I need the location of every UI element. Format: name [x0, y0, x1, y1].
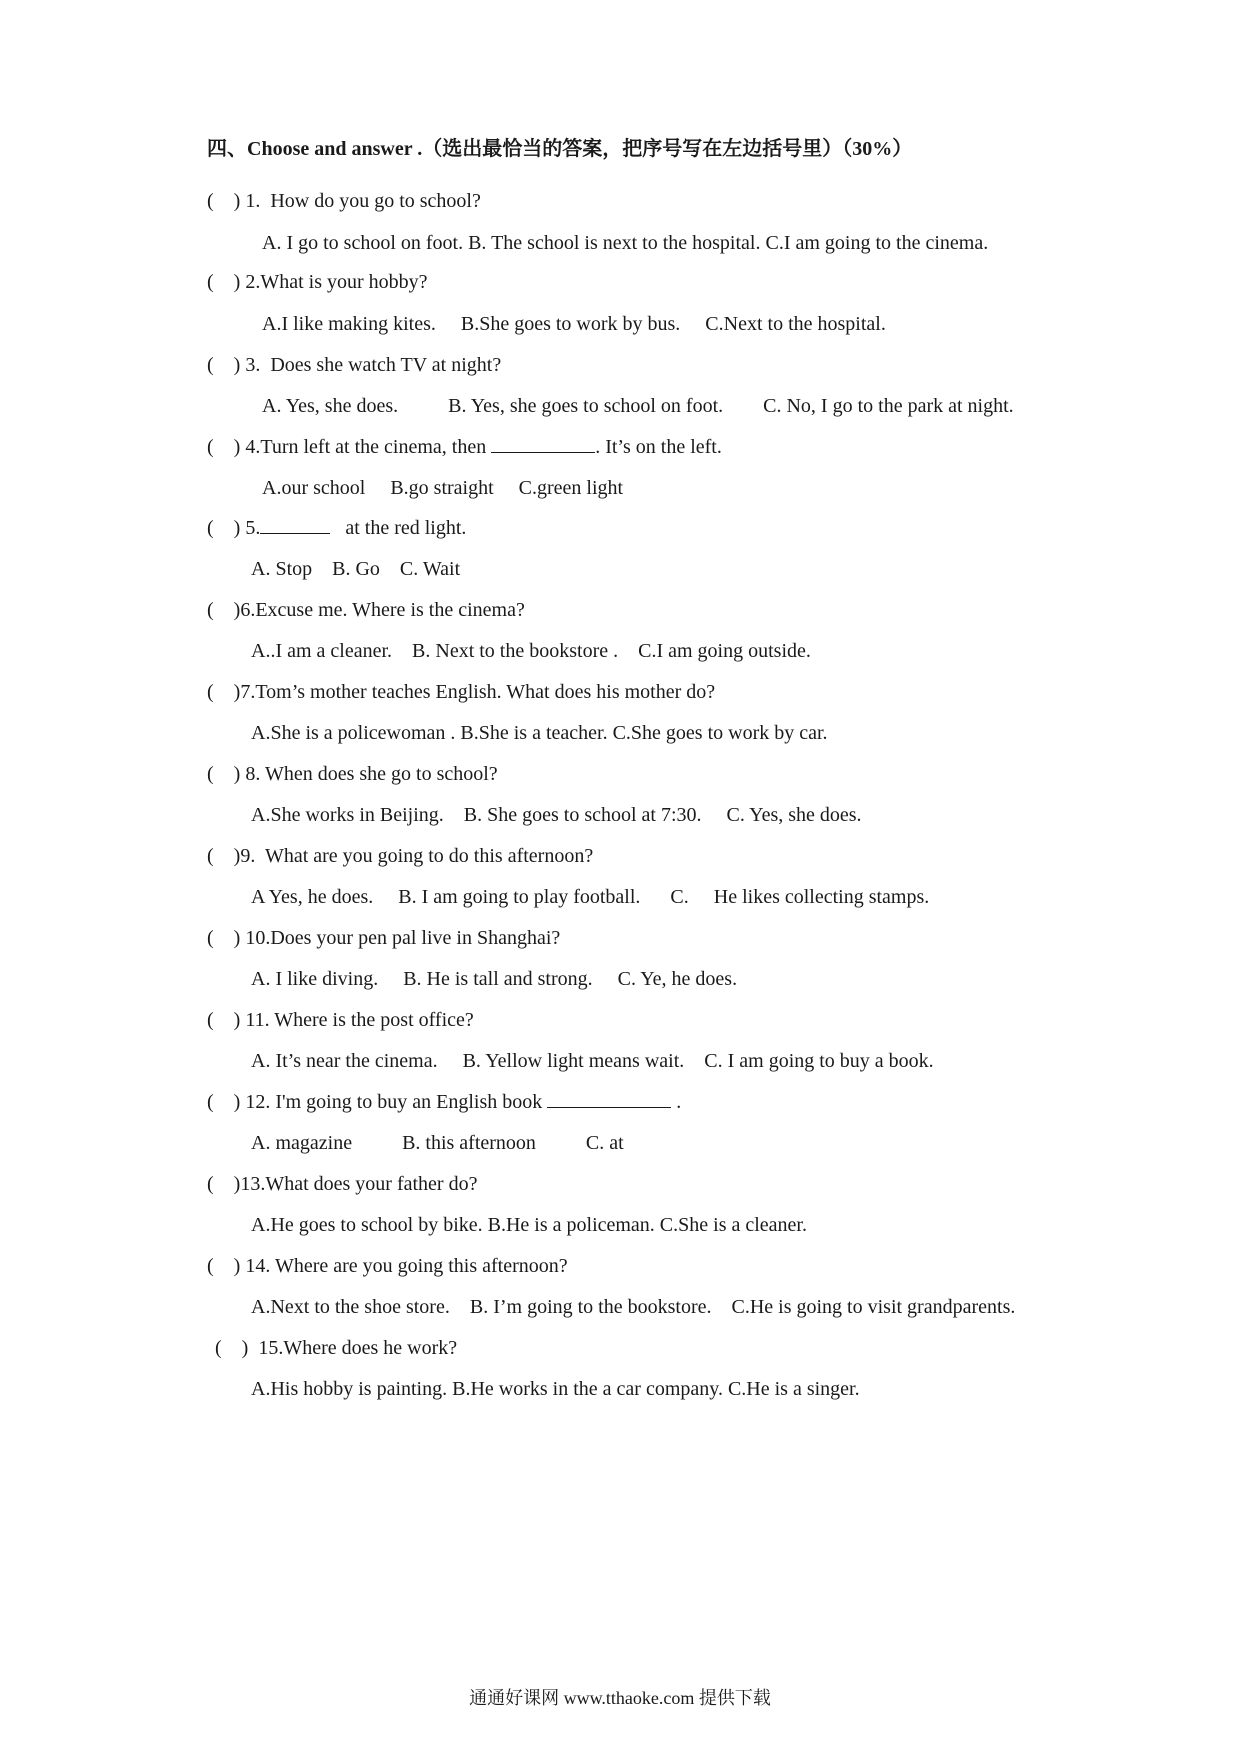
question-stem: ( )13.What does your father do? [207, 1173, 478, 1195]
question-14 [207, 1254, 568, 1278]
question-12 [207, 1090, 681, 1114]
question-stem: ( ) 15.Where does he work? [215, 1337, 458, 1359]
question-13-options: A.He goes to school by bike. B.He is a policeman. C.She is a cleaner. [251, 1214, 807, 1236]
question-stem: ( ) 1. How do you go to school? [207, 190, 481, 212]
section-heading: 四、Choose and answer .（选出最恰当的答案，把序号写在左边括号里）（30%） [207, 138, 913, 160]
question-stem: ( ) 5. [207, 517, 261, 539]
question-15 [215, 1336, 457, 1360]
question-4 [207, 435, 722, 459]
question-2 [207, 270, 428, 294]
question-1-options: A. I go to school on foot. B. The school is next to the hospital. C.I am going to the cinema. [262, 232, 989, 254]
question-6-options: A..I am a cleaner. B. Next to the bookstore . C.I am going outside. [251, 640, 811, 662]
answer-blank [491, 436, 595, 453]
question-stem-after: . It’s on the left. [595, 436, 722, 458]
question-3 [207, 353, 501, 377]
question-stem: ( ) 3. Does she watch TV at night? [207, 354, 502, 376]
question-9 [207, 844, 593, 868]
question-12-options: A. magazine B. this afternoon C. at [251, 1132, 624, 1154]
question-15-options: A.His hobby is painting. B.He works in the a car company. C.He is a singer. [251, 1378, 860, 1400]
question-stem-after: . [671, 1091, 682, 1113]
question-1 [207, 189, 481, 213]
answer-blank [547, 1091, 671, 1108]
question-3-options: A. Yes, she does. B. Yes, she goes to school on foot. C. No, I go to the park at night. [262, 395, 1014, 417]
question-10-options: A. I like diving. B. He is tall and strong. C. Ye, he does. [251, 968, 738, 990]
question-stem: ( ) 14. Where are you going this afternoon? [207, 1255, 568, 1277]
question-5-options: A. Stop B. Go C. Wait [251, 558, 461, 580]
question-2-options: A.I like making kites. B.She goes to work by bus. C.Next to the hospital. [262, 313, 886, 335]
question-stem: ( ) 2.What is your hobby? [207, 271, 428, 293]
question-10 [207, 926, 560, 950]
question-stem: ( ) 11. Where is the post office? [207, 1009, 474, 1031]
question-14-options: A.Next to the shoe store. B. I’m going to the bookstore. C.He is going to visit grandparents. [251, 1296, 1016, 1318]
question-stem: ( )9. What are you going to do this afternoon? [207, 845, 594, 867]
question-stem: ( )7.Tom’s mother teaches English. What does his mother do? [207, 681, 716, 703]
question-4-options: A.our school B.go straight C.green light [262, 477, 624, 499]
question-7 [207, 680, 715, 704]
question-stem: ( )6.Excuse me. Where is the cinema? [207, 599, 525, 621]
question-7-options: A.She is a policewoman . B.She is a teacher. C.She goes to work by car. [251, 722, 828, 744]
footer-source: 通通好课网 www.tthaoke.com 提供下载 [469, 1688, 771, 1708]
question-5 [207, 516, 466, 540]
answer-blank [260, 517, 330, 534]
question-11 [207, 1008, 474, 1032]
question-8-options: A.She works in Beijing. B. She goes to school at 7:30. C. Yes, she does. [251, 804, 862, 826]
question-8 [207, 762, 498, 786]
question-stem: ( ) 4.Turn left at the cinema, then [207, 436, 492, 458]
question-stem: ( ) 10.Does your pen pal live in Shanghai? [207, 927, 561, 949]
question-11-options: A. It’s near the cinema. B. Yellow light means wait. C. I am going to buy a book. [251, 1050, 934, 1072]
question-13 [207, 1172, 477, 1196]
question-6 [207, 598, 525, 622]
question-stem: ( ) 12. I'm going to buy an English book [207, 1091, 548, 1113]
question-stem: ( ) 8. When does she go to school? [207, 763, 498, 785]
question-9-options: A Yes, he does. B. I am going to play football. C. He likes collecting stamps. [251, 886, 930, 908]
question-stem-after: at the red light. [330, 517, 467, 539]
